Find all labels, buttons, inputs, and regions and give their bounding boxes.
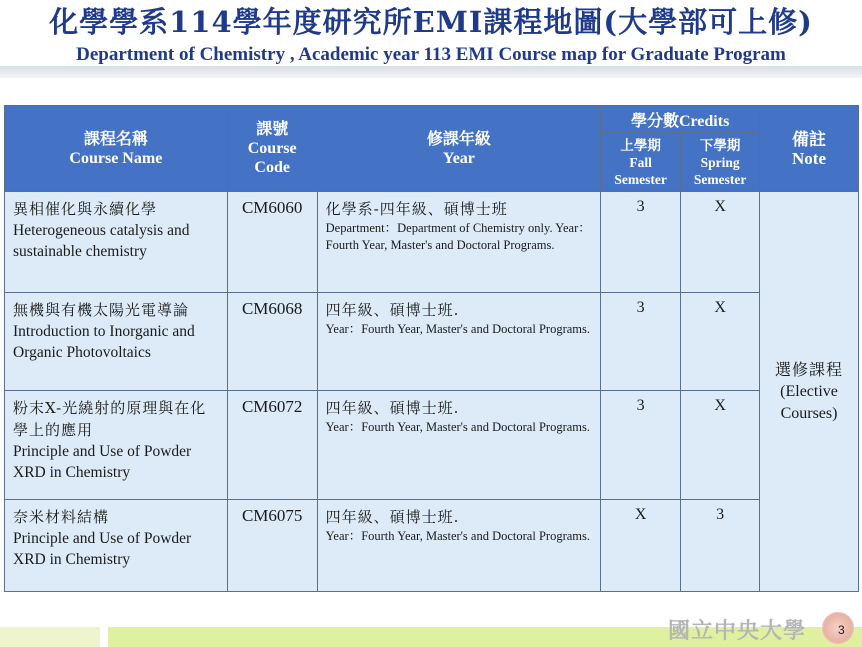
header-course-code-zh: 課號 xyxy=(256,121,289,138)
header-year xyxy=(317,106,601,192)
course-year-cell xyxy=(317,500,601,592)
header-course-code xyxy=(227,106,317,192)
course-name-zh: 異相催化與永續化學 xyxy=(13,200,158,218)
course-name-zh: 粉末X-光繞射的原理與在化學上的應用 xyxy=(13,399,207,439)
course-code: CM6068 xyxy=(227,293,317,391)
header-year-en: Year xyxy=(442,149,475,167)
course-name-cell xyxy=(5,192,228,293)
course-year-zh: 化學系-四年級、碩博士班 xyxy=(325,200,508,218)
table-row xyxy=(5,391,859,500)
spring-credits: X xyxy=(681,192,760,293)
course-year-cell xyxy=(317,391,601,500)
fall-credits: 3 xyxy=(601,391,681,500)
header-spring-zh: 下學期 xyxy=(699,137,741,153)
course-year-zh: 四年級、碩博士班. xyxy=(325,508,460,526)
course-name-cell xyxy=(5,500,228,592)
header-course-name-en: Course Name xyxy=(69,149,163,167)
header-spring-en2: Semester xyxy=(693,171,747,187)
header-year-zh: 修課年級 xyxy=(426,130,491,148)
course-year-en: Year：Fourth Year, Master's and Doctoral Programs. xyxy=(325,529,590,543)
header-course-code-en2: Code xyxy=(254,159,290,176)
university-logo-text: 國立中央大學 xyxy=(668,618,807,644)
header-credits: 學分數Credits xyxy=(601,106,760,133)
course-name-en: Principle and Use of Powder XRD in Chemistry xyxy=(13,443,192,481)
note-en1: (Elective xyxy=(780,382,838,400)
header-fall-en1: Fall xyxy=(629,154,652,170)
header-spring-semester xyxy=(681,133,760,192)
course-name-en: Introduction to Inorganic and Organic Photovoltaics xyxy=(13,323,195,361)
header-fall-semester xyxy=(601,133,681,192)
note-en2: Courses) xyxy=(780,404,838,422)
course-year-en: Department：Department of Chemistry only. Year：Fourth Year, Master's and Doctoral Programs. xyxy=(325,221,591,252)
header-note xyxy=(760,106,859,192)
course-name-cell xyxy=(5,391,228,500)
fall-credits: 3 xyxy=(601,293,681,391)
course-year-zh: 四年級、碩博士班. xyxy=(325,301,460,319)
header-spring-en1: Spring xyxy=(700,154,740,170)
fall-credits: X xyxy=(601,500,681,592)
course-year-cell xyxy=(317,192,601,293)
spring-credits: 3 xyxy=(681,500,760,592)
course-name-cell xyxy=(5,293,228,391)
course-name-zh: 奈米材料結構 xyxy=(13,508,110,526)
header-fall-zh: 上學期 xyxy=(620,137,661,153)
header-course-name xyxy=(5,106,228,192)
page-number: 3 xyxy=(838,623,845,637)
course-name-en: Heterogeneous catalysis and sustainable chemistry xyxy=(13,222,190,260)
course-year-en: Year：Fourth Year, Master's and Doctoral Programs. xyxy=(325,322,590,336)
header-course-name-zh: 課程名稱 xyxy=(83,130,148,148)
header-divider-band xyxy=(0,66,862,78)
header-course-code-en1: Course xyxy=(247,140,297,157)
page-title: 化學學系114學年度研究所EMI課程地圖(大學部可上修) xyxy=(49,5,813,39)
footer-band-left xyxy=(0,627,100,647)
table-row xyxy=(5,500,859,592)
header-note-en: Note xyxy=(792,148,827,168)
course-year-cell xyxy=(317,293,601,391)
course-code: CM6060 xyxy=(227,192,317,293)
course-code: CM6075 xyxy=(227,500,317,592)
course-code: CM6072 xyxy=(227,391,317,500)
table-row xyxy=(5,293,859,391)
note-cell xyxy=(760,192,859,592)
note-zh: 選修課程 xyxy=(775,359,844,379)
page-subtitle: Department of Chemistry , Academic year 113 EMI Course map for Graduate Program xyxy=(76,44,786,65)
fall-credits: 3 xyxy=(601,192,681,293)
course-year-zh: 四年級、碩博士班. xyxy=(325,399,460,417)
spring-credits: X xyxy=(681,391,760,500)
course-name-zh: 無機與有機太陽光電導論 xyxy=(13,301,190,319)
spring-credits: X xyxy=(681,293,760,391)
header-note-zh: 備註 xyxy=(792,129,827,149)
header-fall-en2: Semester xyxy=(614,171,667,187)
table-row xyxy=(5,192,859,293)
course-year-en: Year：Fourth Year, Master's and Doctoral Programs. xyxy=(325,420,590,434)
course-name-en: Principle and Use of Powder XRD in Chemistry xyxy=(13,530,192,568)
course-map-table xyxy=(4,105,859,592)
